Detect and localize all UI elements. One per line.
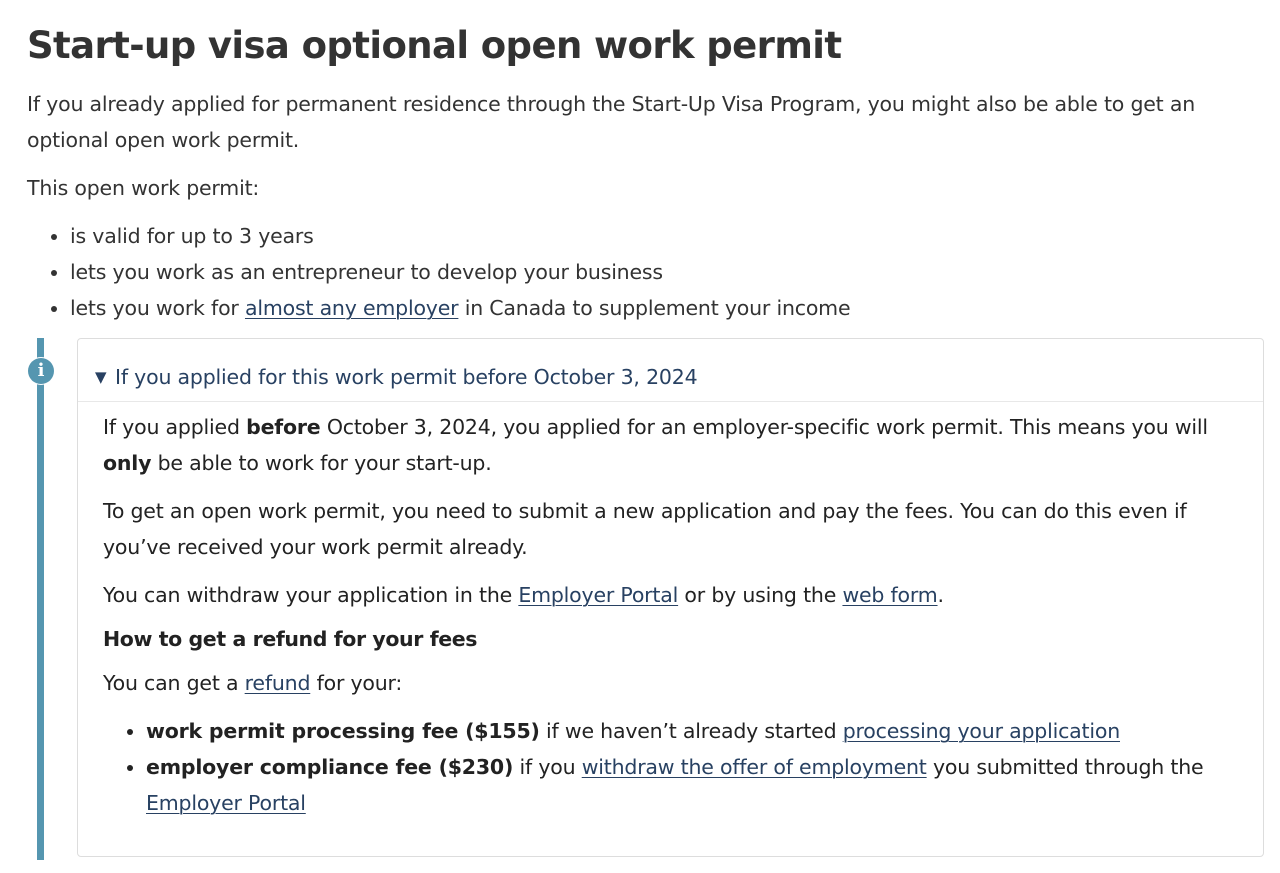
refund-heading: How to get a refund for your fees (103, 627, 478, 651)
details-paragraph: To get an open work permit, you need to submit a new application and pay the fees. You can do this even if you’ve received your work permit already. (103, 499, 1187, 559)
text: . (937, 583, 944, 607)
feature-list (27, 218, 850, 326)
text: for your: (310, 671, 403, 695)
text: You can get a (103, 671, 245, 695)
details-summary-toggle[interactable] (78, 339, 1263, 402)
text: if you (513, 755, 582, 779)
list-item: • is valid for up to 3 years (70, 218, 850, 254)
bold-text: before (246, 415, 321, 439)
text: if we haven’t already started (539, 719, 843, 743)
employer-portal-link[interactable]: Employer Portal (146, 791, 306, 815)
list-item (146, 713, 1266, 749)
list-item: • lets you work as an entrepreneur to develop your business (70, 254, 850, 290)
withdraw-offer-link[interactable]: withdraw the offer of employment (581, 755, 927, 779)
details-panel (77, 338, 1264, 857)
text: You can withdraw your application in the (103, 583, 519, 607)
list-item (70, 290, 850, 326)
caret-down-icon: ▼ (95, 368, 107, 386)
info-icon-glyph: i (28, 358, 54, 384)
list-item-text: in Canada to supplement your income (458, 296, 851, 320)
details-summary-text: If you applied for this work permit before October 3, 2024 (115, 365, 698, 389)
info-accent-bar (37, 338, 44, 860)
bold-text: work permit processing fee ($155) (146, 719, 540, 743)
details-paragraph (103, 577, 1248, 613)
page-title: Start-up visa optional open work permit (27, 24, 842, 67)
text: October 3, 2024, you applied for an employer-specific work permit. This means you will (320, 415, 1208, 439)
list-item (146, 749, 1266, 821)
text: you submitted through the (926, 755, 1204, 779)
text: or by using the (678, 583, 843, 607)
almost-any-employer-link[interactable]: almost any employer (244, 296, 459, 320)
employer-portal-link[interactable]: Employer Portal (518, 583, 679, 607)
list-item-text: lets you work for (70, 296, 245, 320)
details-paragraph (103, 409, 1248, 481)
refund-list (103, 713, 1266, 821)
refund-link[interactable]: refund (244, 671, 311, 695)
info-icon (27, 357, 55, 385)
bold-text: only (103, 451, 152, 475)
lead-paragraph: This open work permit: (27, 176, 260, 200)
processing-application-link[interactable]: processing your application (842, 719, 1120, 743)
text: If you applied (103, 415, 247, 439)
text: be able to work for your start-up. (151, 451, 492, 475)
details-paragraph (103, 665, 402, 701)
bold-text: employer compliance fee ($230) (146, 755, 514, 779)
intro-paragraph: If you already applied for permanent residence through the Start-Up Visa Program, you might also be able to get an optional open work permit. (27, 92, 1195, 152)
web-form-link[interactable]: web form (842, 583, 938, 607)
